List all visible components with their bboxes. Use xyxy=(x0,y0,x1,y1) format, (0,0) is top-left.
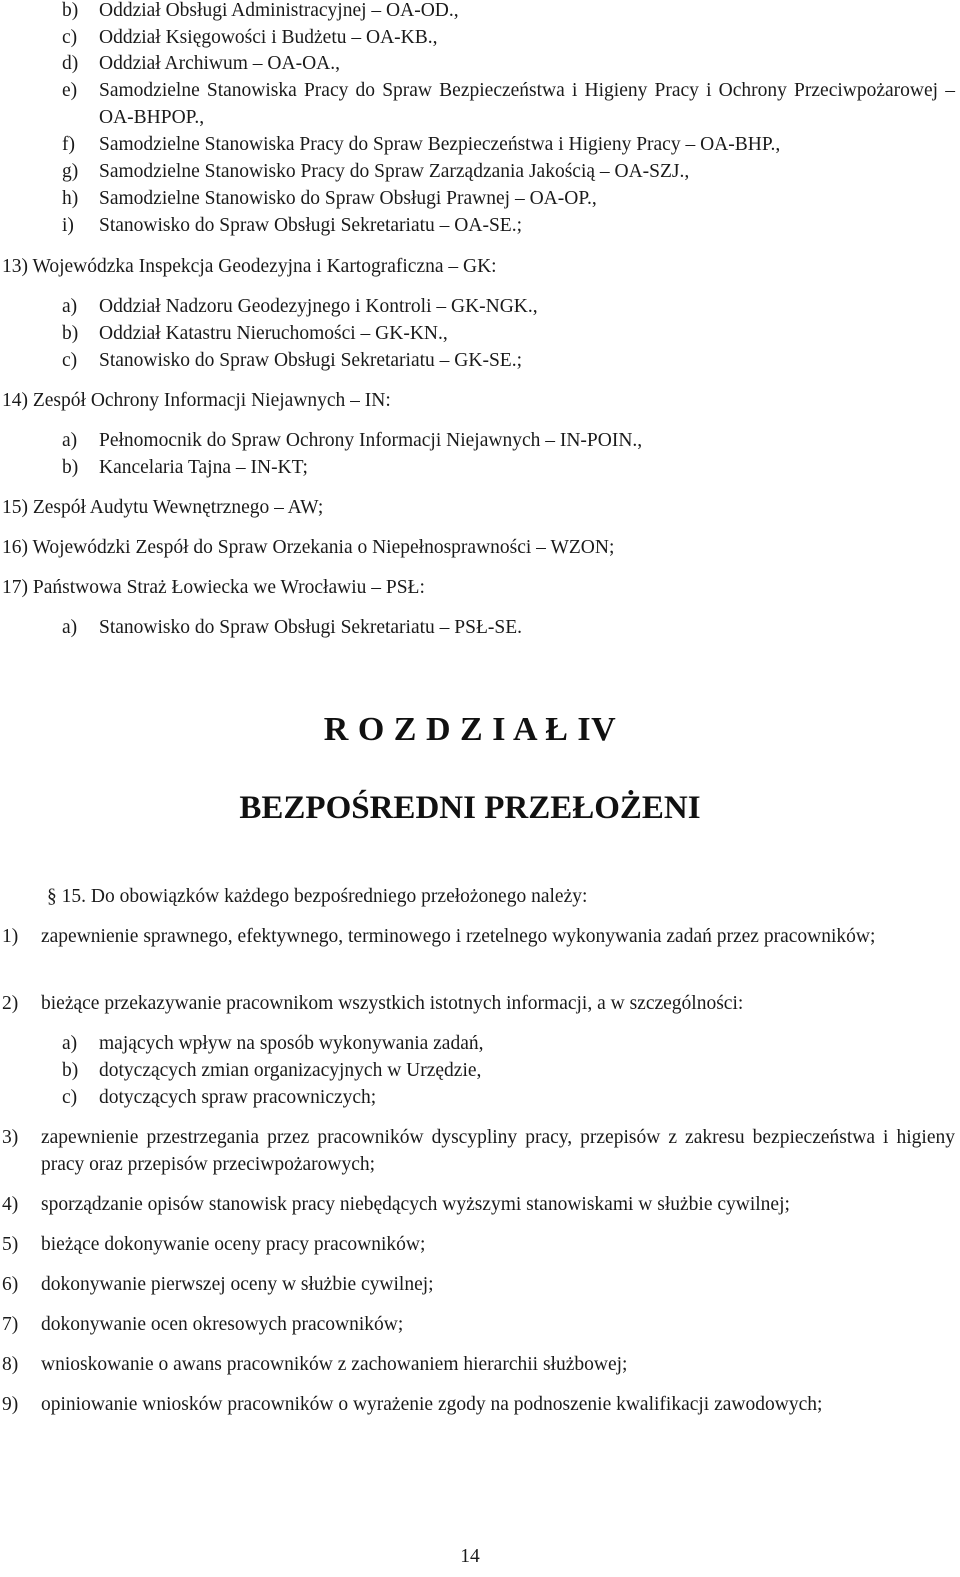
list-item-text: Samodzielne Stanowiska Pracy do Spraw Bezpieczeństwa i Higieny Pracy i Ochrony Przeciwpożarowej – OA-BHPOP., xyxy=(99,80,955,128)
list-item-label: c) xyxy=(62,350,78,371)
list-item-label: b) xyxy=(62,323,79,344)
unit-heading: 14) Zespół Ochrony Informacji Niejawnych – IN: xyxy=(2,390,391,411)
list-item-text: mających wpływ na sposób wykonywania zadań, xyxy=(99,1033,484,1054)
list-item-label: b) xyxy=(62,1060,79,1081)
list-item xyxy=(0,454,955,481)
list-item-label: h) xyxy=(62,188,79,209)
duty-item-label: 7) xyxy=(2,1314,19,1335)
list-item xyxy=(0,427,955,454)
duty-item xyxy=(0,1391,955,1418)
list-item-text: dotyczących zmian organizacyjnych w Urzędzie, xyxy=(99,1060,482,1081)
list-item-text: Samodzielne Stanowisko do Spraw Obsługi Prawnej – OA-OP., xyxy=(99,188,597,209)
duty-item xyxy=(0,923,955,950)
list-item-label: e) xyxy=(62,80,78,101)
duty-item-text: zapewnienie przestrzegania przez pracowników dyscypliny pracy, przepisów z zakresu bezpieczeństwa i higieny pracy oraz przepisów przeciwpożarowych; xyxy=(41,1127,955,1175)
duty-item xyxy=(0,990,955,1017)
list-item xyxy=(0,614,955,641)
list-item-text: Stanowisko do Spraw Obsługi Sekretariatu – GK-SE.; xyxy=(99,350,523,371)
list-item xyxy=(0,50,955,77)
list-item-label: a) xyxy=(62,296,78,317)
list-item-text: Stanowisko do Spraw Obsługi Sekretariatu – OA-SE.; xyxy=(99,215,523,236)
list-item-label: b) xyxy=(62,457,79,478)
list-item xyxy=(0,185,955,212)
duty-item-text: sporządzanie opisów stanowisk pracy niebędących wyższymi stanowiskami w służbie cywilnej; xyxy=(41,1194,790,1215)
list-item-label: d) xyxy=(62,53,79,74)
duty-item xyxy=(0,1311,955,1338)
list-item xyxy=(0,24,955,51)
duty-item-text: bieżące dokonywanie oceny pracy pracowników; xyxy=(41,1234,426,1255)
list-item-text: Samodzielne Stanowiska Pracy do Spraw Bezpieczeństwa i Higieny Pracy – OA-BHP., xyxy=(99,134,781,155)
list-item xyxy=(0,158,955,185)
duty-item xyxy=(0,1271,955,1298)
list-item xyxy=(0,293,955,320)
duty-item-label: 5) xyxy=(2,1234,19,1255)
duty-item-text: dokonywanie ocen okresowych pracowników; xyxy=(41,1314,404,1335)
chapter-title: BEZPOŚREDNI PRZEŁOŻENI xyxy=(239,790,701,826)
list-item-label: i) xyxy=(62,215,74,236)
unit-heading: 15) Zespół Audytu Wewnętrznego – AW; xyxy=(2,497,324,518)
list-item xyxy=(0,77,955,131)
list-item-text: Oddział Archiwum – OA-OA., xyxy=(99,53,340,74)
list-item-text: Oddział Katastru Nieruchomości – GK-KN., xyxy=(99,323,448,344)
list-item-label: g) xyxy=(62,161,79,182)
list-item-text: Kancelaria Tajna – IN-KT; xyxy=(99,457,308,478)
list-item-label: a) xyxy=(62,1033,78,1054)
list-item-text: Oddział Obsługi Administracyjnej – OA-OD., xyxy=(99,0,459,21)
list-item-text: Oddział Nadzoru Geodezyjnego i Kontroli – GK-NGK., xyxy=(99,296,538,317)
duty-item-label: 6) xyxy=(2,1274,19,1295)
paragraph-intro: § 15. Do obowiązków każdego bezpośredniego przełożonego należy: xyxy=(47,886,588,907)
list-item-text: Stanowisko do Spraw Obsługi Sekretariatu – PSŁ-SE. xyxy=(99,617,523,638)
duty-item-label: 1) xyxy=(2,926,19,947)
list-item xyxy=(0,320,955,347)
duty-item-text: opiniowanie wniosków pracowników o wyrażenie zgody na podnoszenie kwalifikacji zawodowych; xyxy=(41,1394,823,1415)
unit-heading: 16) Wojewódzki Zespół do Spraw Orzekania o Niepełnosprawności – WZON; xyxy=(2,537,615,558)
list-item-text: Pełnomocnik do Spraw Ochrony Informacji Niejawnych – IN-POIN., xyxy=(99,430,643,451)
list-item xyxy=(0,1057,955,1084)
page-number: 14 xyxy=(460,1546,480,1567)
duty-item-label: 8) xyxy=(2,1354,19,1375)
list-item xyxy=(0,212,955,239)
duty-item xyxy=(0,1351,955,1378)
list-item-label: a) xyxy=(62,430,78,451)
duty-item-text: bieżące przekazywanie pracownikom wszystkich istotnych informacji, a w szczególności: xyxy=(41,993,744,1014)
unit-heading: 13) Wojewódzka Inspekcja Geodezyjna i Kartograficzna – GK: xyxy=(2,256,497,277)
list-item-label: c) xyxy=(62,1087,78,1108)
duty-item xyxy=(0,1124,955,1178)
list-item xyxy=(0,131,955,158)
unit-heading: 17) Państwowa Straż Łowiecka we Wrocławiu – PSŁ: xyxy=(2,577,425,598)
list-item xyxy=(0,347,955,374)
list-item-label: c) xyxy=(62,27,78,48)
duty-item-label: 9) xyxy=(2,1394,19,1415)
duty-item-label: 4) xyxy=(2,1194,19,1215)
list-item-text: Oddział Księgowości i Budżetu – OA-KB., xyxy=(99,27,438,48)
list-item xyxy=(0,1084,955,1111)
duty-item-text: zapewnienie sprawnego, efektywnego, terminowego i rzetelnego wykonywania zadań przez pracowników; xyxy=(41,926,876,947)
duty-item-text: dokonywanie pierwszej oceny w służbie cywilnej; xyxy=(41,1274,434,1295)
list-item-text: dotyczących spraw pracowniczych; xyxy=(99,1087,377,1108)
list-item xyxy=(0,1030,955,1057)
list-item-label: a) xyxy=(62,617,78,638)
list-item-text: Samodzielne Stanowisko Pracy do Spraw Zarządzania Jakością – OA-SZJ., xyxy=(99,161,690,182)
duty-item-text: wnioskowanie o awans pracowników z zachowaniem hierarchii służbowej; xyxy=(41,1354,628,1375)
list-item-label: f) xyxy=(62,134,75,155)
duty-item-label: 2) xyxy=(2,993,19,1014)
duty-item xyxy=(0,1191,955,1218)
duty-item xyxy=(0,1231,955,1258)
chapter-heading: R O Z D Z I A Ł IV xyxy=(323,711,617,748)
list-item xyxy=(0,0,955,24)
list-item-label: b) xyxy=(62,0,79,21)
duty-item-label: 3) xyxy=(2,1127,19,1148)
